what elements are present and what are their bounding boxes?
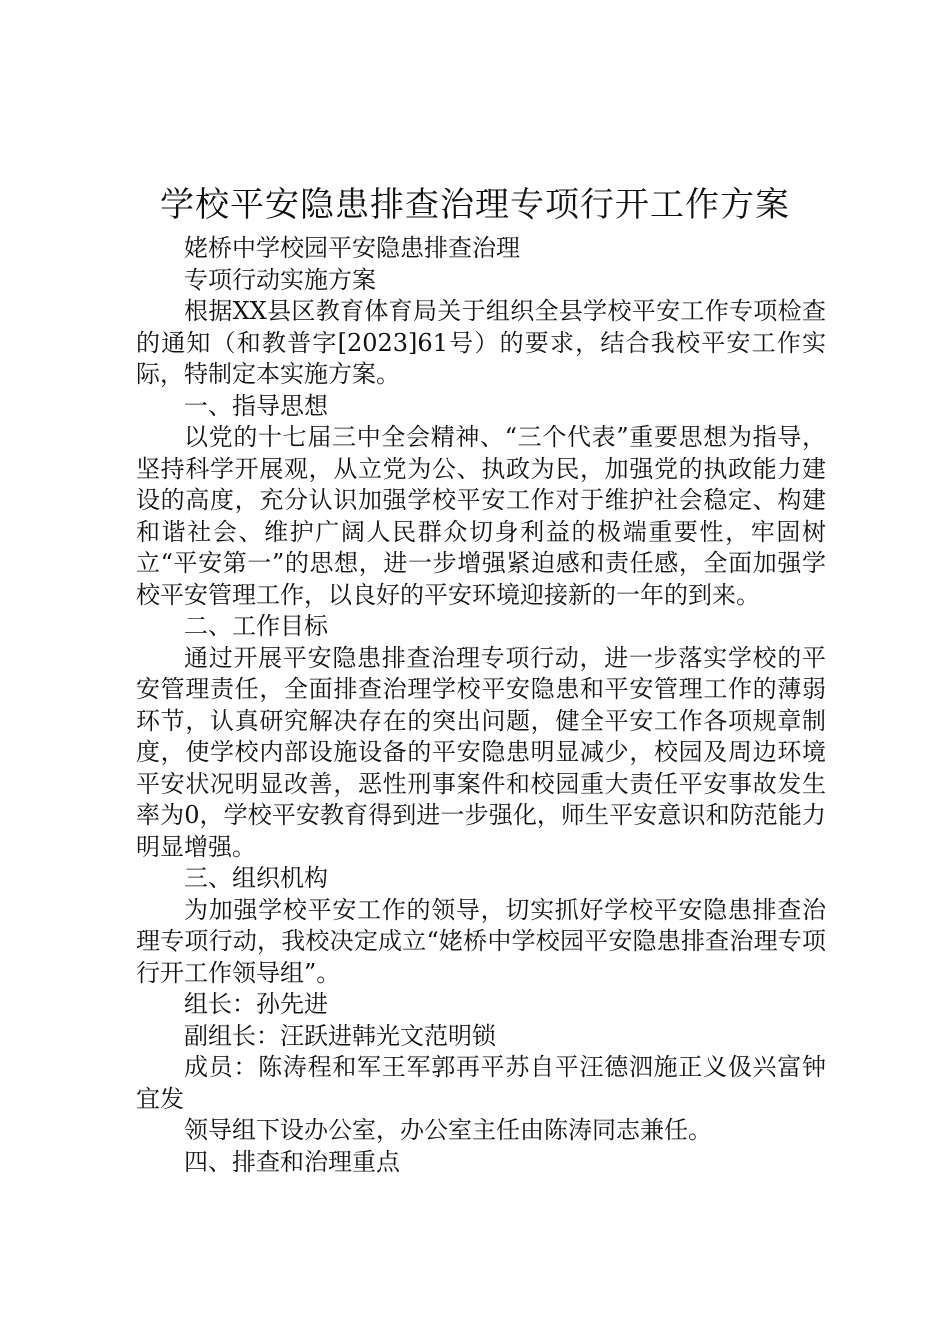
document-title: 学校平安隐患排查治理专项行开工作方案 [160,185,790,225]
paragraph-organization: 为加强学校平安工作的领导，切实抓好学校平安隐患排查治理专项行动，我校决定成立“姥桥中学校园平安隐患排查治理专项行开工作领导组”。 [136,895,826,987]
paragraph-guiding-ideology: 以党的十七届三中全会精神、“三个代表”重要思想为指导，坚持科学开展观，从立党为公、执政为民，加强党的执政能力建设的高度，充分认识加强学校平安工作对于维护社会稳定、构建和谐社会、维护广阔人民群众切身利益的极端重要性，牢固树立“平安第一”的思想，进一步增强紧迫感和责任感，全面加强学校平安管理工作，以良好的平安环境迎接新的一年的到来。 [136,423,826,609]
section-heading-guiding-ideology: 一、指导思想 [184,391,328,420]
paragraph-group-leader: 组长：孙先进 [184,990,328,1018]
paragraph-school-name: 姥桥中学校园平安隐患排查治理 [184,234,520,262]
section-heading-inspection-focus: 四、排查和治理重点 [184,1147,400,1176]
paragraph-intro: 根据XX县区教育体育局关于组织全县学校平安工作专项检查的通知（和教普字[2023]61号）的要求，结合我校平安工作实际，特制定本实施方案。 [136,297,826,388]
paragraph-members: 成员：陈涛程和军王军郭再平苏自平汪德泗施正义伋兴富钟宜发 [136,1053,826,1113]
paragraph-subtitle: 专项行动实施方案 [184,265,376,294]
paragraph-office: 领导组下设办公室，办公室主任由陈涛同志兼任。 [184,1116,712,1144]
paragraph-work-goals: 通过开展平安隐患排查治理专项行动，进一步落实学校的平安管理责任，全面排查治理学校平安隐患和平安管理工作的薄弱环节，认真研究解决存在的突出问题，健全平安工作各项规章制度，使学校内部设施设备的平安隐患明显减少，校园及周边环境平安状况明显改善，恶性刑事案件和校园重大责任平安事故发生率为0，学校平安教育得到进一步强化，师生平安意识和防范能力明显增强。 [136,643,826,861]
section-heading-organization: 三、组织机构 [184,864,328,892]
section-heading-work-goals: 二、工作目标 [184,612,328,640]
document-body [136,233,826,1178]
paragraph-deputy-leaders: 副组长：汪跃进韩光文范明锁 [184,1021,496,1050]
